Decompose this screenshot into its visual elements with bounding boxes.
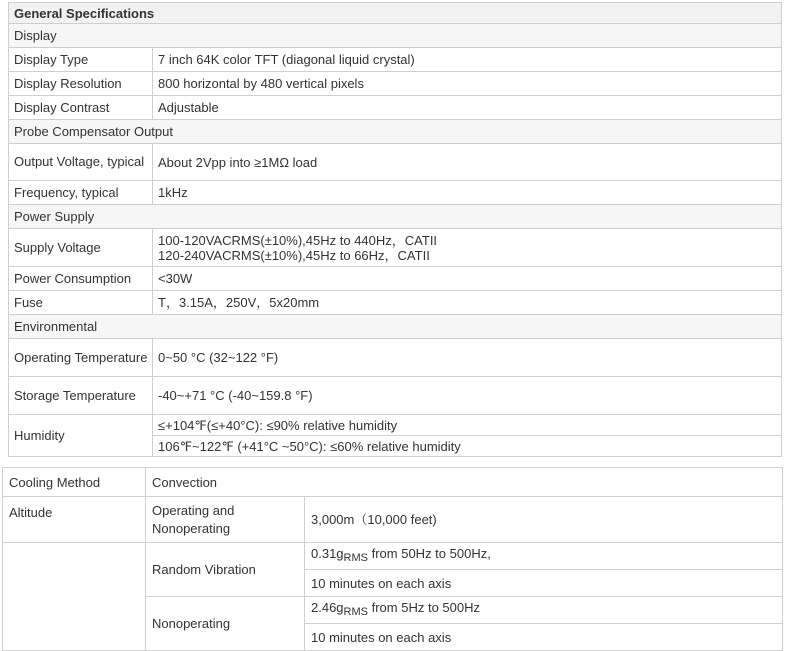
operating-temperature-value: 0~50 °C (32~122 °F) bbox=[153, 339, 782, 377]
random-vibration-duration: 10 minutes on each axis bbox=[305, 570, 783, 597]
section-display: Display bbox=[9, 24, 782, 48]
cooling-method-value: Convection bbox=[146, 468, 783, 497]
section-probe-compensator: Probe Compensator Output bbox=[9, 120, 782, 144]
nonop-value-unit: RMS bbox=[343, 606, 368, 618]
frequency-value: 1kHz bbox=[153, 181, 782, 205]
general-specifications-table bbox=[8, 2, 782, 457]
nonoperating-label: Nonoperating bbox=[146, 597, 305, 651]
display-type-value: 7 inch 64K color TFT (diagonal liquid crystal) bbox=[153, 48, 782, 72]
display-type-label: Display Type bbox=[9, 48, 153, 72]
frequency-label: Frequency, typical bbox=[9, 181, 153, 205]
cooling-altitude-table bbox=[2, 467, 783, 651]
display-contrast-label: Display Contrast bbox=[9, 96, 153, 120]
humidity-label: Humidity bbox=[9, 415, 153, 457]
power-consumption-label: Power Consumption bbox=[9, 267, 153, 291]
vibration-blank-cell bbox=[3, 543, 146, 651]
rv-value-unit: RMS bbox=[343, 552, 368, 564]
random-vibration-label: Random Vibration bbox=[146, 543, 305, 597]
nonoperating-duration: 10 minutes on each axis bbox=[305, 624, 783, 651]
rv-value-suffix: from 50Hz to 500Hz, bbox=[368, 546, 491, 561]
supply-voltage-label: Supply Voltage bbox=[9, 229, 153, 267]
display-contrast-value: Adjustable bbox=[153, 96, 782, 120]
humidity-value-2: 106℉~122℉ (+41°C ~50°C): ≤60% relative humidity bbox=[153, 436, 782, 457]
operating-temperature-label: Operating Temperature bbox=[9, 339, 153, 377]
humidity-value-1: ≤+104℉(≤+40°C): ≤90% relative humidity bbox=[153, 415, 782, 436]
supply-voltage-line-2: 120-240VACRMS(±10%),45Hz to 66Hz，CATII bbox=[158, 247, 430, 263]
table-title: General Specifications bbox=[9, 3, 782, 24]
power-consumption-value: <30W bbox=[153, 267, 782, 291]
operating-nonoperating-label: Operating and Nonoperating bbox=[146, 497, 305, 543]
output-voltage-label: Output Voltage, typical bbox=[9, 144, 153, 181]
altitude-label: Altitude bbox=[3, 497, 146, 543]
display-resolution-label: Display Resolution bbox=[9, 72, 153, 96]
supply-voltage-value bbox=[153, 229, 782, 267]
fuse-label: Fuse bbox=[9, 291, 153, 315]
altitude-value: 3,000m（10,000 feet) bbox=[305, 497, 783, 543]
storage-temperature-value: -40~+71 °C (-40~159.8 °F) bbox=[153, 377, 782, 415]
fuse-value: T，3.15A，250V，5x20mm bbox=[153, 291, 782, 315]
storage-temperature-label: Storage Temperature bbox=[9, 377, 153, 415]
display-resolution-value: 800 horizontal by 480 vertical pixels bbox=[153, 72, 782, 96]
rv-value-prefix: 0.31g bbox=[311, 546, 344, 561]
supply-voltage-line-1: 100-120VACRMS(±10%),45Hz to 440Hz，CATII bbox=[158, 232, 438, 248]
cooling-method-label: Cooling Method bbox=[3, 468, 146, 497]
nonoperating-value bbox=[305, 597, 783, 624]
section-power-supply: Power Supply bbox=[9, 205, 782, 229]
nonop-value-prefix: 2.46g bbox=[311, 600, 344, 615]
random-vibration-value bbox=[305, 543, 783, 570]
output-voltage-value: About 2Vpp into ≥1MΩ load bbox=[153, 144, 782, 181]
nonop-value-suffix: from 5Hz to 500Hz bbox=[368, 600, 480, 615]
section-environmental: Environmental bbox=[9, 315, 782, 339]
